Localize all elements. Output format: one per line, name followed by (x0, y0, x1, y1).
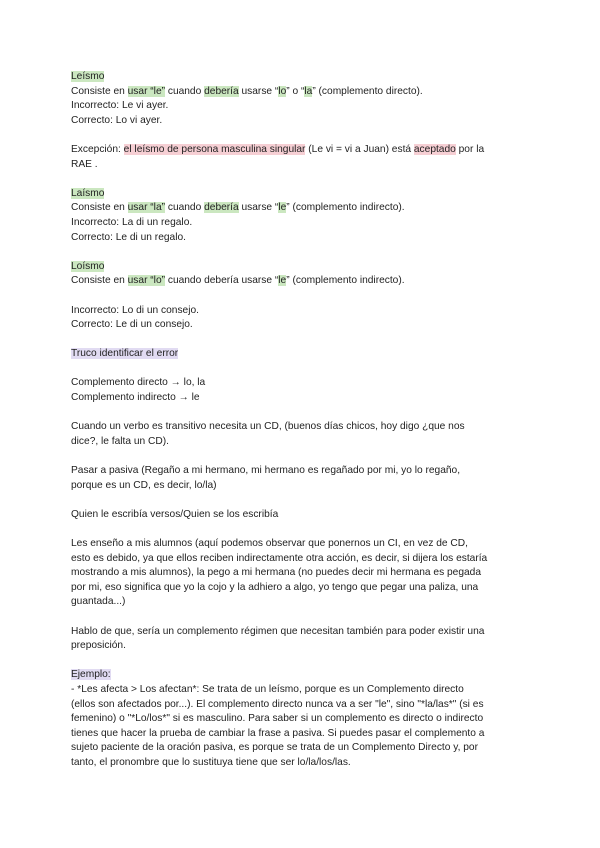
document-page (71, 70, 533, 771)
text-fragment: por la (455, 143, 485, 155)
text-fragment: cuando debería usarse “ (165, 275, 279, 287)
loismo-section (71, 260, 533, 275)
spacer (71, 449, 533, 464)
leismo-correcto: Correcto: Lo vi ayer. (71, 114, 163, 126)
spacer (71, 493, 533, 508)
text-line: por mi, eso significa que yo la cojo y la adhiero a algo, yo tengo que pegar una paliza, una (71, 581, 479, 593)
text-fragment: ” (complemento directo). (312, 85, 423, 97)
text-line: mostrando a mis alumnos), la pego a mi hermana (no puedes decir mi hermana es pegada (71, 567, 481, 579)
loismo-title: Loísmo (71, 260, 105, 272)
truco-cd: Complemento directo → lo, la (71, 377, 206, 389)
leismo-incorrecto: Incorrecto: Le vi ayer. (71, 100, 169, 112)
text-line: sujeto paciente de la oración pasiva, es porque se trata de un Complemento Directo y, por (71, 742, 478, 754)
text-line: esto es debido, ya que ellos reciben indirectamente otra acción, es decir, si dijera los estaría (71, 552, 488, 564)
text-line: dice?, le falta un CD). (71, 435, 169, 447)
laismo-incorrecto: Incorrecto: La di un regalo. (71, 216, 193, 228)
highlight-usar-la: usar “la” (127, 202, 166, 214)
spacer (71, 522, 533, 537)
text-fragment: cuando (165, 202, 205, 214)
spacer (71, 654, 533, 669)
text-fragment: (Le vi = vi a Juan) está (305, 143, 414, 155)
laismo-title: Laísmo (71, 187, 105, 199)
highlight-la: la (304, 85, 313, 97)
highlight-le: le (278, 202, 287, 214)
truco-paragraph-3: Quien le escribía versos/Quien se los escribía (71, 508, 279, 520)
text-fragment: ” (complemento indirecto). (286, 202, 405, 214)
text-line: porque es un CD, es decir, lo/la) (71, 479, 217, 491)
text-fragment: usarse “ (238, 202, 279, 214)
laismo-definition (71, 201, 533, 216)
text-fragment: Consiste en (71, 275, 128, 287)
text-line: Hablo de que, sería un complemento régimen que necesitan también para poder existir una (71, 625, 485, 637)
loismo-incorrecto: Incorrecto: Lo di un consejo. (71, 304, 199, 316)
ejemplo-section (71, 668, 533, 683)
text-line: - *Les afecta > Los afectan*: Se trata de un leísmo, porque es un Complemento directo (71, 683, 464, 695)
spacer (71, 128, 533, 143)
text-line: (ellos son afectados por...). El complemento directo nunca va a ser "le", sino "*la/las*" (si es (71, 698, 484, 710)
spacer (71, 610, 533, 625)
text-fragment: ” (complemento indirecto). (286, 275, 405, 287)
text-fragment: Consiste en (71, 202, 128, 214)
highlight-usar-le: usar “le” (127, 85, 166, 97)
leismo-definition (71, 85, 533, 100)
highlight-excepcion: el leísmo de persona masculina singular (123, 143, 306, 155)
spacer (71, 172, 533, 187)
spacer (71, 406, 533, 421)
leismo-section (71, 70, 533, 85)
text-line: tanto, el pronombre que lo sustituya tiene que ser lo/la/los/las. (71, 756, 351, 768)
text-fragment: RAE . (71, 158, 98, 170)
text-fragment: cuando (165, 85, 205, 97)
laismo-section (71, 187, 533, 202)
loismo-correcto: Correcto: Le di un consejo. (71, 319, 193, 331)
spacer (71, 245, 533, 260)
leismo-excepcion (71, 143, 533, 172)
text-line: Pasar a pasiva (Regaño a mi hermano, mi hermano es regañado por mi, yo lo regaño, (71, 465, 461, 477)
text-fragment: usarse “ (238, 85, 279, 97)
truco-paragraph-2 (71, 464, 533, 493)
spacer (71, 333, 533, 348)
text-line: guantada...) (71, 596, 126, 608)
laismo-correcto: Correcto: Le di un regalo. (71, 231, 186, 243)
highlight-usar-lo: usar “lo” (127, 275, 166, 287)
spacer (71, 362, 533, 377)
truco-paragraph-5 (71, 625, 533, 654)
text-line: Cuando un verbo es transitivo necesita un CD, (buenos días chicos, hoy digo ¿que nos (71, 421, 465, 433)
highlight-deberia: debería (204, 85, 239, 97)
text-line: tienes que hacer la prueba de cambiar la frase a pasiva. Si puedes pasar el complemento a (71, 727, 485, 739)
truco-title: Truco identificar el error (71, 348, 179, 360)
ejemplo-title: Ejemplo: (71, 669, 111, 681)
highlight-le: le (278, 275, 287, 287)
truco-ci: Complemento indirecto → le (71, 392, 200, 404)
truco-section (71, 347, 533, 362)
leismo-title: Leísmo (71, 71, 105, 82)
text-fragment: Excepción: (71, 143, 124, 155)
text-line: femenino) o "*Lo/los*" si es masculino. Para saber si un complemento es directo o indirecto (71, 713, 484, 725)
highlight-aceptado: aceptado (413, 143, 456, 155)
text-fragment: ” o “ (286, 85, 305, 97)
ejemplo-paragraph (71, 683, 533, 771)
truco-paragraph-4 (71, 537, 533, 610)
text-line: preposición. (71, 640, 126, 652)
spacer (71, 289, 533, 304)
truco-paragraph-1 (71, 420, 533, 449)
text-line: Les enseño a mis alumnos (aquí podemos observar que ponernos un CI, en vez de CD, (71, 538, 468, 549)
loismo-definition (71, 274, 533, 289)
highlight-deberia: debería (204, 202, 239, 214)
highlight-lo: lo (278, 85, 287, 97)
text-fragment: Consiste en (71, 85, 128, 97)
